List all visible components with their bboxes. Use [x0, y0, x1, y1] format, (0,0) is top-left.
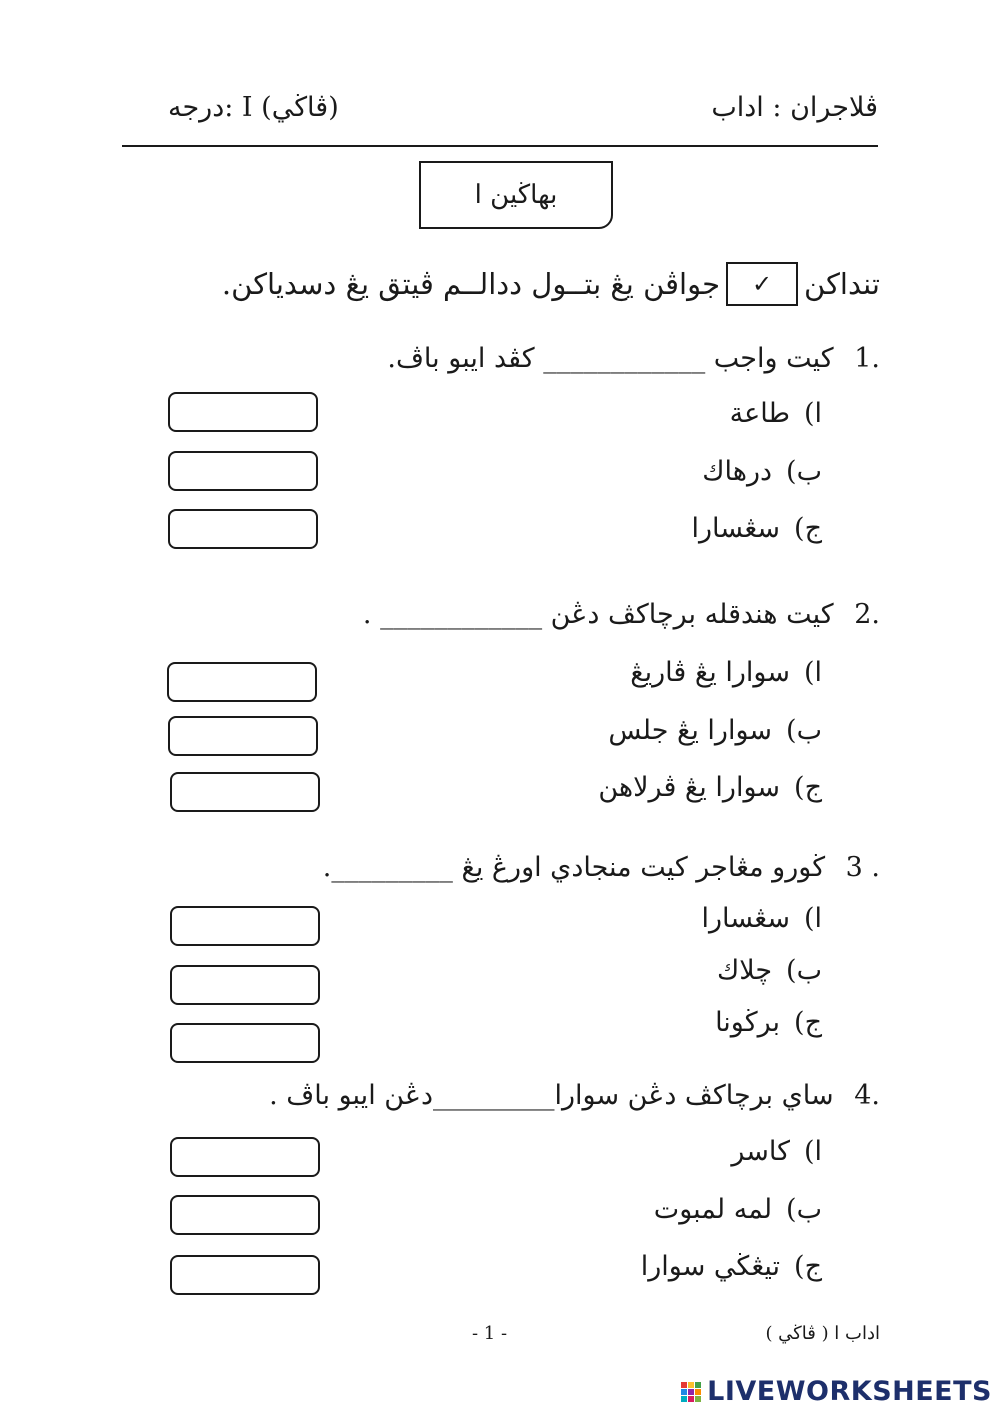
question-4-option-c	[641, 1251, 822, 1282]
option-text: سوارا يڠ جلس	[608, 715, 773, 746]
tick-example-box	[726, 262, 798, 306]
section-title: بهاڬين ا	[474, 180, 558, 210]
question-3-option-c	[715, 1007, 822, 1038]
logo-square	[688, 1389, 694, 1395]
answer-box-2c[interactable]	[170, 772, 320, 812]
option-label: ا)	[803, 398, 822, 429]
question-text: كيت هندقله برچاكڤ دڠن ____________ .	[362, 599, 834, 630]
question-2-option-c	[598, 772, 822, 803]
question-2-option-a	[630, 657, 822, 688]
logo-square	[695, 1389, 701, 1395]
option-text: كاسر	[731, 1136, 790, 1167]
question-number: 4.	[854, 1080, 880, 1111]
logo-square	[695, 1396, 701, 1402]
question-text: كيت واجب ____________ كڤد ايبو باڤ.	[387, 343, 834, 374]
answer-box-2b[interactable]	[168, 716, 318, 756]
question-number: 1.	[854, 343, 880, 374]
question-3-option-b	[717, 955, 822, 986]
option-text: چلاك	[716, 955, 773, 986]
answer-box-4c[interactable]	[170, 1255, 320, 1295]
question-1-option-c	[692, 513, 822, 544]
question-number: 3 .	[845, 852, 880, 883]
option-label: ج)	[794, 1251, 822, 1282]
question-4-option-a	[731, 1136, 822, 1167]
option-label: ب)	[786, 456, 822, 487]
liveworksheets-logo-icon	[681, 1382, 701, 1402]
logo-square	[681, 1389, 687, 1395]
option-text: سڠسارا	[701, 903, 790, 934]
question-2	[363, 599, 880, 630]
question-4-option-b	[654, 1194, 822, 1225]
answer-box-1a[interactable]	[168, 392, 318, 432]
answer-box-1b[interactable]	[168, 451, 318, 491]
question-text: ساي برچاكڤ دڠن سوارا_________دڠن ايبو باڤ .	[269, 1080, 834, 1111]
liveworksheets-brand[interactable]	[681, 1376, 992, 1407]
logo-square	[688, 1396, 694, 1402]
question-number: 2.	[854, 599, 880, 630]
logo-square	[695, 1382, 701, 1388]
question-1	[387, 343, 880, 374]
option-text: درهاك	[702, 456, 773, 487]
answer-box-4b[interactable]	[170, 1195, 320, 1235]
option-text: سوارا يڠ ڤاريڠ	[630, 657, 790, 688]
question-1-option-a	[730, 398, 822, 429]
check-icon: ✓	[751, 270, 773, 298]
answer-box-3c[interactable]	[170, 1023, 320, 1063]
option-text: برڬونا	[715, 1007, 781, 1038]
option-label: ب)	[786, 715, 822, 746]
option-text: سوارا يڠ ڤرلاهن	[598, 772, 781, 803]
question-text: ڬورو مڠاجر كيت منجادي اورڠ يڠ _________.	[322, 852, 826, 883]
option-text: لمه لمبوت	[653, 1194, 773, 1225]
option-label: ج)	[794, 1007, 822, 1038]
option-label: ج)	[794, 513, 822, 544]
option-label: ا)	[803, 657, 822, 688]
answer-box-1c[interactable]	[168, 509, 318, 549]
brand-name: LIVEWORKSHEETS	[707, 1376, 992, 1407]
option-label: ب)	[786, 955, 822, 986]
option-text: طاعة	[729, 398, 790, 429]
logo-square	[681, 1396, 687, 1402]
subject-label: ڤلاجران : اداب	[711, 92, 878, 123]
logo-square	[688, 1382, 694, 1388]
grade-label: درجه: I (ڤاڬي)	[168, 92, 339, 123]
question-4	[269, 1080, 880, 1111]
option-label: ا)	[803, 903, 822, 934]
instruction-before: تنداكن	[804, 267, 880, 301]
question-1-option-b	[702, 456, 822, 487]
answer-box-4a[interactable]	[170, 1137, 320, 1177]
question-3-option-a	[701, 903, 822, 934]
answer-box-2a[interactable]	[167, 662, 317, 702]
option-label: ج)	[794, 772, 822, 803]
option-label: ب)	[786, 1194, 822, 1225]
option-text: سڠسارا	[691, 513, 781, 544]
question-2-option-b	[608, 715, 822, 746]
question-3	[323, 852, 880, 883]
option-text: تيڠڬي سوارا	[640, 1251, 781, 1282]
logo-square	[681, 1382, 687, 1388]
answer-box-3b[interactable]	[170, 965, 320, 1005]
instruction-after: جواڤن يڠ بتــول ددالــم ڤيتق يڠ دسدياكن.	[221, 267, 721, 301]
section-title-box	[419, 161, 613, 229]
option-label: ا)	[803, 1136, 822, 1167]
header-divider	[122, 145, 878, 147]
page-number: - 1 -	[472, 1323, 508, 1344]
answer-box-3a[interactable]	[170, 906, 320, 946]
footer-course: اداب ا ( ڤاڬي )	[765, 1323, 880, 1344]
instruction	[222, 262, 880, 306]
